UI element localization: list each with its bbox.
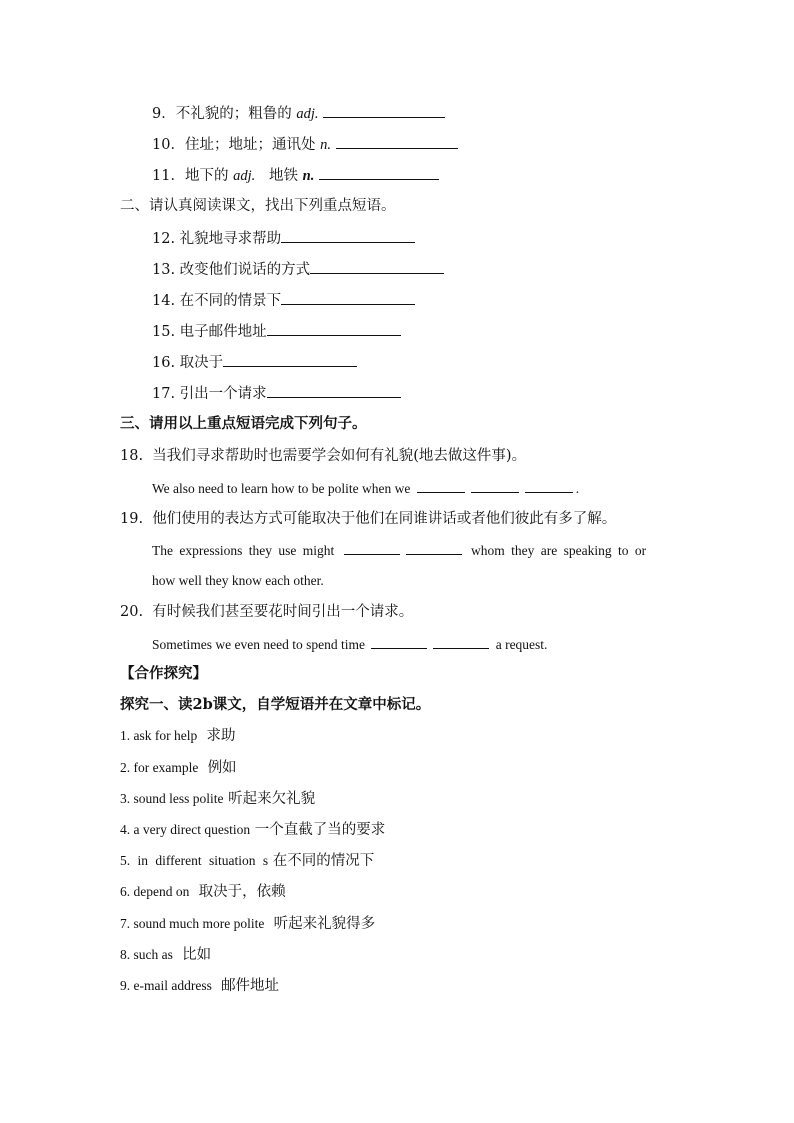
question-number: 19. [120, 511, 144, 527]
answer-blank[interactable] [223, 352, 357, 367]
phrase-en: 8. such as [120, 947, 173, 962]
phrase-en: 4. a very direct question [120, 822, 251, 837]
item-number: 14. [152, 293, 176, 309]
phrase-cn: 例如 [207, 760, 237, 776]
item-text-2: 地铁 [269, 168, 303, 184]
cooperation-title: 【合作探究】 [120, 665, 207, 682]
item-number: 13. [152, 262, 176, 278]
question-text: 他们使用的表达方式可能取决于他们在同谁讲话或者他们彼此有多了解。 [152, 511, 617, 527]
item-text: 改变他们说话的方式 [179, 262, 311, 278]
part-of-speech: n. [320, 137, 331, 153]
question-18-en [152, 478, 579, 499]
vocab-item-9 [152, 103, 445, 124]
sentence-end: . [575, 481, 580, 496]
item-number: 16. [152, 355, 176, 371]
phrase-cn: 比如 [182, 947, 212, 963]
phrase-cn: 在不同的情况下 [272, 853, 375, 869]
item-number: 12. [152, 231, 176, 247]
phrase-row [120, 726, 235, 746]
part-of-speech-2: n. [302, 168, 315, 184]
item-number: 15. [152, 324, 176, 340]
phrase-cn: 求助 [206, 728, 236, 744]
phrase-row [120, 820, 385, 840]
phrase-item-16 [152, 352, 357, 373]
phrase-cn: 听起来礼貌得多 [273, 916, 376, 932]
phrase-cn: 邮件地址 [221, 978, 280, 994]
section-2-title: 二、请认真阅读课文，找出下列重点短语。 [120, 198, 396, 214]
sentence-text: Sometimes we even need to spend time [152, 637, 365, 652]
phrase-en: 2. for example [120, 760, 199, 775]
answer-blank[interactable] [281, 228, 415, 243]
part-of-speech: adj. [233, 168, 256, 184]
phrase-cn: 听起来欠礼貌 [228, 791, 316, 807]
question-19-en [152, 540, 646, 561]
answer-blank[interactable] [525, 478, 573, 493]
item-text: 住址；地址；通讯处 [184, 137, 321, 153]
question-number: 18. [120, 448, 144, 464]
item-text: 取决于 [179, 355, 224, 371]
question-20-cn [120, 602, 413, 622]
item-number: 11． [152, 168, 185, 184]
vocab-item-10 [152, 134, 458, 155]
phrase-row [120, 945, 211, 965]
section-3-title: 三、请用以上重点短语完成下列句子。 [120, 415, 367, 432]
question-20-en [152, 634, 547, 655]
phrase-item-14 [152, 290, 415, 311]
sentence-text-2: whom they are speaking to or [470, 543, 647, 558]
question-18-cn [120, 446, 526, 466]
question-text: 当我们寻求帮助时也需要学会如何有礼貌(地去做这件事)。 [152, 448, 527, 464]
phrase-en: 3. sound less polite [120, 791, 224, 806]
item-text: 引出一个请求 [179, 386, 267, 402]
cooperation-subtitle: 探究一、读2b课文，自学短语并在文章中标记。 [120, 696, 431, 713]
item-text: 电子邮件地址 [179, 324, 267, 340]
item-number: 17. [152, 386, 176, 402]
item-number: 10． [152, 137, 185, 153]
answer-blank[interactable] [433, 634, 489, 649]
item-text: 不礼貌的；粗鲁的 [175, 106, 297, 122]
question-number: 20. [120, 604, 144, 620]
question-19-en-cont: how well they know each other. [152, 573, 324, 588]
phrase-row [120, 851, 374, 871]
phrase-row [120, 882, 286, 902]
question-19-cn [120, 509, 616, 529]
phrase-row [120, 789, 315, 809]
phrase-en: 5. in different situation s [120, 853, 269, 868]
phrase-cn: 取决于，依赖 [198, 884, 286, 900]
phrase-item-17 [152, 383, 401, 404]
sentence-text: We also need to learn how to be polite when we [152, 481, 411, 496]
question-text: 有时候我们甚至要花时间引出一个请求。 [152, 604, 414, 620]
phrase-en: 1. ask for help [120, 728, 198, 743]
answer-blank[interactable] [310, 259, 444, 274]
item-text: 地下的 [184, 168, 234, 184]
phrase-item-15 [152, 321, 401, 342]
phrase-item-12 [152, 228, 415, 249]
sentence-text-2: a request. [495, 637, 548, 652]
phrase-item-13 [152, 259, 444, 280]
answer-blank[interactable] [471, 478, 519, 493]
phrase-en: 9. e-mail address [120, 978, 212, 993]
item-text: 在不同的情景下 [179, 293, 282, 309]
answer-blank[interactable] [267, 321, 401, 336]
answer-blank[interactable] [417, 478, 465, 493]
vocab-item-11 [152, 165, 439, 186]
item-text: 礼貌地寻求帮助 [179, 231, 282, 247]
phrase-en: 7. sound much more polite [120, 916, 265, 931]
phrase-row [120, 976, 279, 996]
answer-blank[interactable] [319, 165, 439, 180]
answer-blank[interactable] [371, 634, 427, 649]
answer-blank[interactable] [406, 540, 462, 555]
answer-blank[interactable] [323, 103, 445, 118]
part-of-speech: adj. [296, 106, 319, 122]
answer-blank[interactable] [344, 540, 400, 555]
sentence-text: The expressions they use might [152, 543, 335, 558]
phrase-row [120, 758, 237, 778]
phrase-row [120, 914, 375, 934]
answer-blank[interactable] [267, 383, 401, 398]
item-number: 9． [152, 106, 176, 122]
answer-blank[interactable] [281, 290, 415, 305]
answer-blank[interactable] [336, 134, 458, 149]
phrase-cn: 一个直截了当的要求 [254, 822, 386, 838]
phrase-en: 6. depend on [120, 884, 190, 899]
